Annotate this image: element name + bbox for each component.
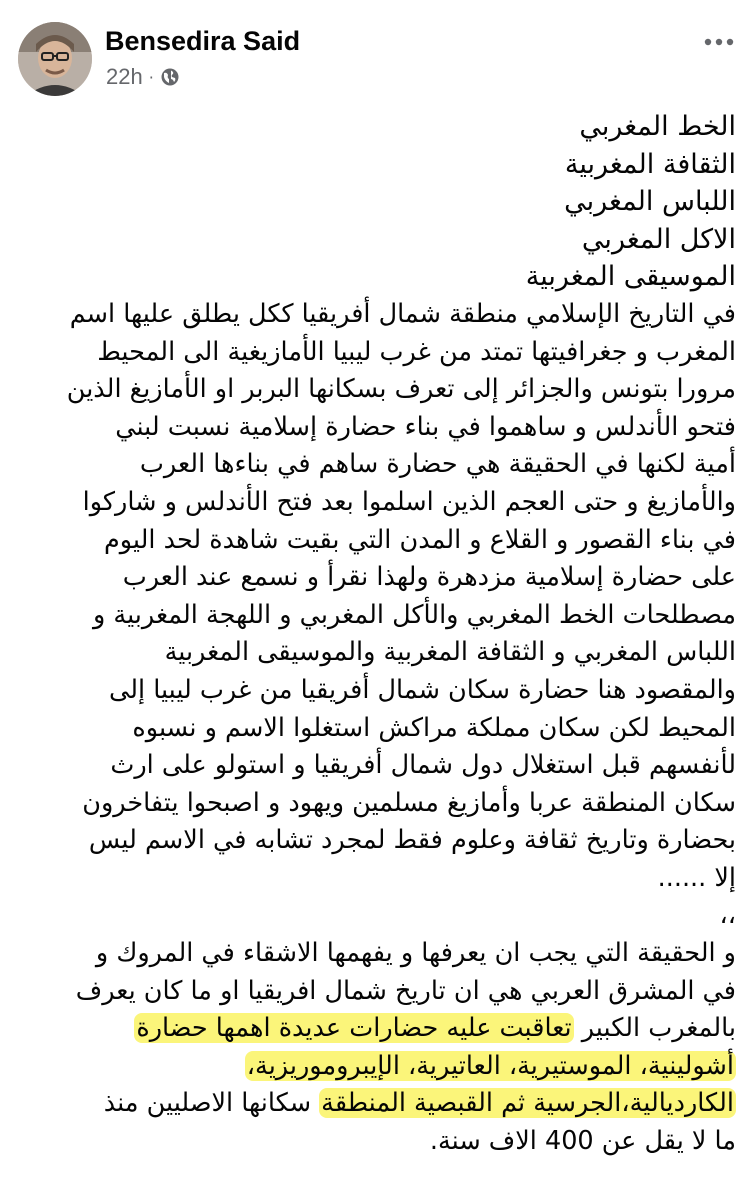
post-line: الثقافة المغربية [564,148,736,180]
post-line: و الحقيقة التي يجب ان يعرفها و يفهمها الاشقاء في المروك و [95,938,736,969]
highlighted-text: الكارديالية،الجرسية ثم القبصية المنطقة [321,1088,734,1119]
post-line: إلا ...... [657,862,736,893]
post-line: ما لا يقل عن 400 الاف سنة. [429,1126,736,1157]
post-timestamp[interactable]: 22h [106,64,143,89]
post-line: الاكل المغربي [581,223,736,255]
post-line: فتحو الأندلس و ساهموا في بناء حضارة إسلامية نسبت لبني [115,411,736,442]
post-header [0,0,755,110]
post-line: الموسيقى المغربية [525,261,736,293]
post-line: بحضارة وتاريخ ثقافة وعلوم فقط لمجرد تشابه في الاسم ليس [88,825,736,856]
post-line: والأمازيغ و حتى العجم الذين اسلموا بعد فتح الأندلس و شاركوا [82,486,736,517]
post-line: المحيط لكن سكان مملكة مراكش استغلوا الاسم و نسبوه [132,712,736,743]
post-line: ،، [719,900,736,931]
post-meta [106,64,180,90]
more-options-button[interactable] [701,24,737,60]
meta-separator: · [148,67,154,87]
post-line: مرورا بتونس والجزائر إلى تعرف بسكانها البربر او الأمازيغ الذين [66,374,736,405]
avatar[interactable] [18,22,92,96]
highlighted-text: تعاقبت عليه حضارات عديدة اهمها حضارة [136,1013,572,1044]
post-line: والمقصود هنا حضارة سكان شمال أفريقيا من غرب ليبيا إلى [108,674,736,705]
post-line: مصطلحات الخط المغربي والأكل المغربي و اللهجة المغربية و [92,599,736,630]
post-line: المغرب و جغرافيتها تمتد من غرب ليبيا الأمازيغية الى المحيط [97,336,736,367]
line-suffix: سكانها الاصليين منذ [103,1088,320,1119]
post-line: في التاريخ الإسلامي منطقة شمال أفريقيا ككل يطلق عليها اسم [69,298,736,329]
post-line: في بناء القصور و القلاع و المدن التي بقيت شاهدة لحد اليوم [103,524,736,555]
more-horizontal-icon [704,38,734,46]
globe-icon[interactable] [160,67,180,87]
post-line: لأنفسهم قبل استغلال دول شمال أفريقيا و استولو على ارث [110,750,736,781]
post-line: اللباس المغربي و الثقافة المغربية والموسيقى المغربية [164,637,736,668]
post-line-highlighted [40,1085,736,1123]
post-text [40,108,736,1161]
post-line: سكان المنطقة عربا وأمازيغ مسلمين ويهود و اصبحوا يتفاخرون [82,787,736,818]
post-line: أمية لكنها في الحقيقة هي حضارة ساهم في بناءها العرب [139,449,736,480]
post-line-highlighted [40,1048,736,1086]
post-line: على حضارة إسلامية مزدهرة ولهذا نقرأ و نسمع عند العرب [122,562,736,593]
post-line: اللباس المغربي [564,186,736,218]
highlighted-text: أشولينية، الموستيرية، العاتيرية، الإيبروموريزية، [246,1050,734,1081]
line-prefix: بالمغرب الكبير [573,1013,736,1044]
post-line-highlighted [40,1010,736,1048]
post-line: في المشرق العربي هي ان تاريخ شمال افريقيا او ما كان يعرف [75,975,736,1006]
post-line: الخط المغربي [579,111,736,142]
author-name[interactable]: Bensedira Said [105,26,301,56]
